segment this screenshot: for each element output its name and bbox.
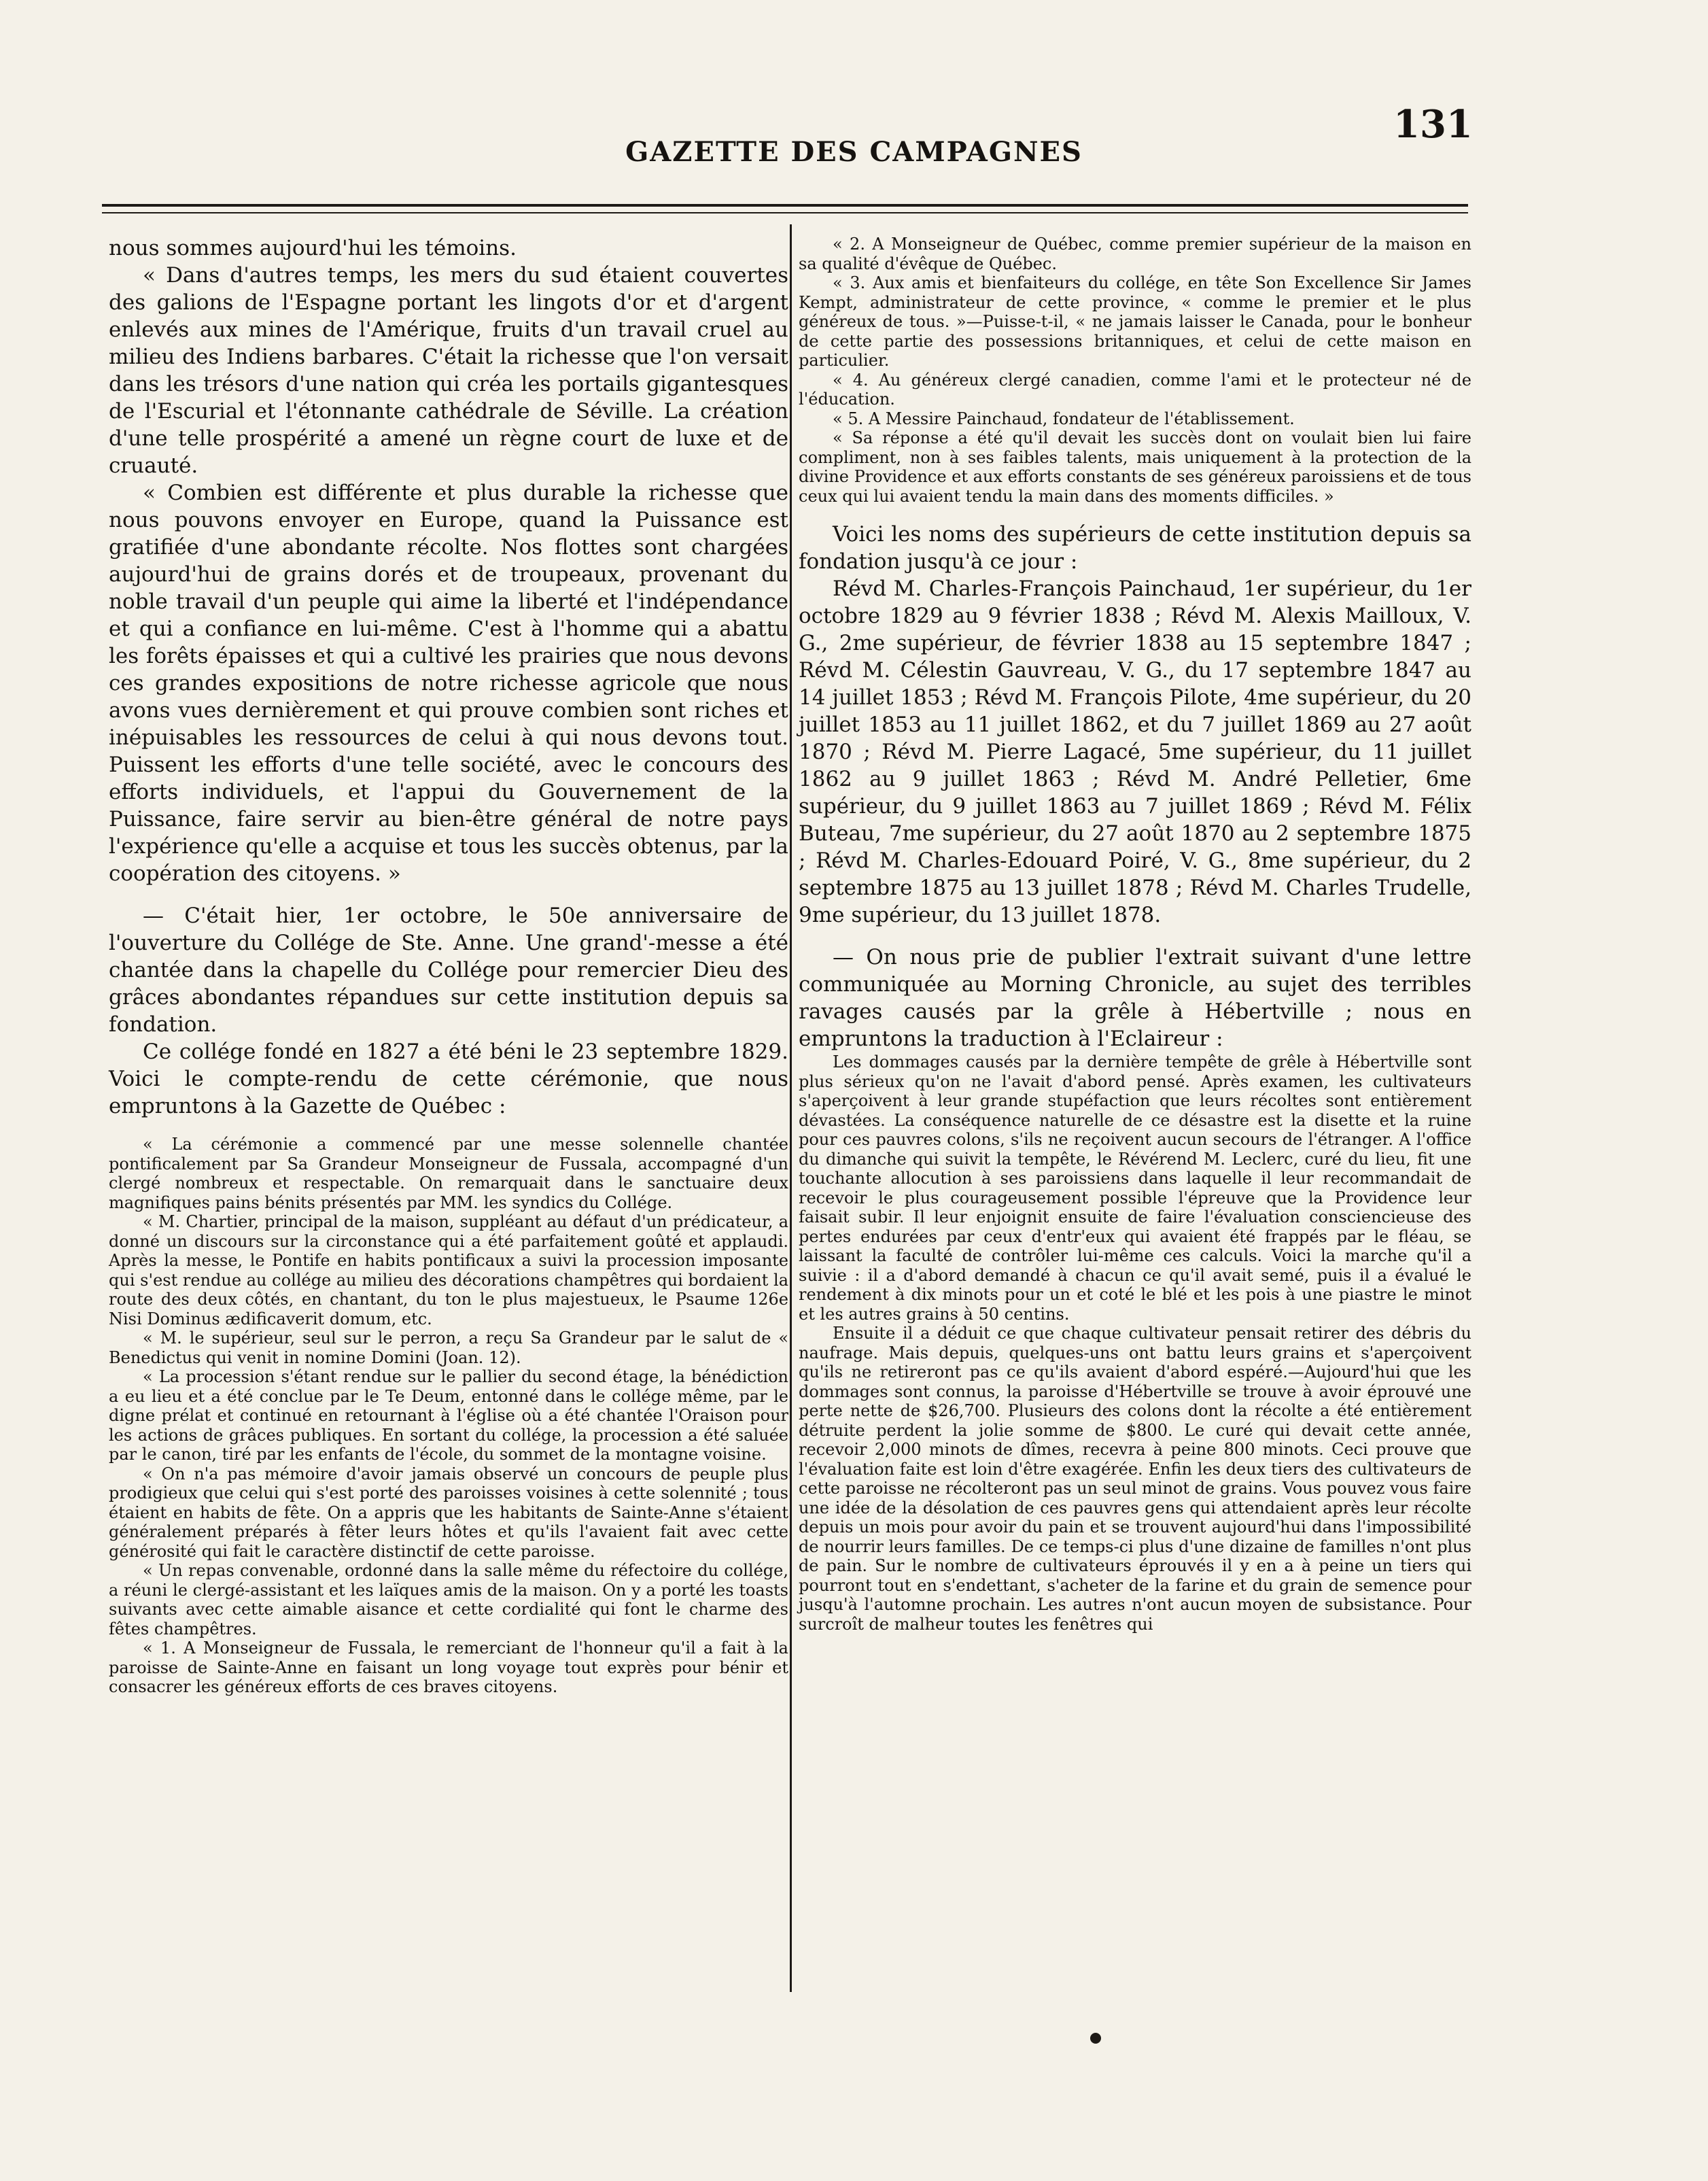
article-paragraph: Voici les noms des supérieurs de cette institution depuis sa fondation jusqu'à ce jour : xyxy=(799,522,1471,574)
article-paragraph: « Combien est différente et plus durable la richesse que nous pouvons envoyer en Europe, quand la Puissance est gratifiée d'une abondante récolte. Nos flottes sont chargées aujourd'hui de grains dorés et de troupeaux, provenant du noble travail d'un peuple qui aime la liberté et l'indépendance et qui a confiance en lui-même. C'est à l'homme qui a abattu les forêts épaisses et qui a cultivé les prairies que nous devons ces grandes expositions de notre richesse agricole que nous avons vues dernièrement et qui prouve combien sont riches et inépuisables les ressources de celui à qui nous devons tout. Puissent les efforts d'une telle société, avec le concours des efforts individuels, et l'appui du Gouvernement de la Puissance, faire servir au bien-être général de notre pays l'expérience qu'elle a acquise et tous les succès obtenus, par la coopération des citoyens. » xyxy=(109,481,788,886)
article-paragraph: « 3. Aux amis et bienfaiteurs du collége, en tête Son Excellence Sir James Kempt, administrateur de cette province, « comme le premier et le plus généreux de tous. »—Puisse-t-il, « ne jamais laisser le Canada, pour le bonheur de cette partie des possessions britanniques, et celui de cette maison en particulier. xyxy=(799,273,1471,370)
article-paragraph: nous sommes aujourd'hui les témoins. xyxy=(109,236,517,260)
article-paragraph: « La procession s'étant rendue sur le pallier du second étage, la bénédiction a eu lieu et a été conclue par le Te Deum, entonné dans le collége même, par le digne prélat et continué en retournant à l'église où a été chantée l'Oraison pour les actions de grâces publiques. En sortant du collége, la procession a été saluée par le canon, tiré par les enfants de l'école, du sommet de la montagne voisine. xyxy=(109,1367,788,1464)
column-divider xyxy=(790,224,792,1992)
article-paragraph: « La cérémonie a commencé par une messe solennelle chantée pontificalement par Sa Grandeur Monseigneur de Fussala, accompagné d'un clergé nombreux et respectable. On remarquait dans le sanctuaire deux magnifiques pains bénits présentés par MM. les syndics du Collége. xyxy=(109,1135,788,1212)
article-paragraph: « 1. A Monseigneur de Fussala, le remerciant de l'honneur qu'il a fait à la paroisse de Sainte-Anne en faisant un long voyage tout exprès pour bénir et consacrer les généreux efforts de ces braves citoyens. xyxy=(109,1638,788,1696)
article-paragraph: « M. Chartier, principal de la maison, suppléant au défaut d'un prédicateur, a donné un discours sur la circonstance qui a été parfaitement goûté et applaudi. Après la messe, le Pontife en habits pontificaux a suivi la procession imposante qui s'est rendue au collége au milieu des décorations champêtres qui bordaient la route des deux côtés, en chantant, du ton le plus majestueux, le Psaume 126e Nisi Dominus ædificaverit domum, etc. xyxy=(109,1212,788,1328)
header-rule-thin xyxy=(102,212,1468,213)
article-paragraph: Ce collége fondé en 1827 a été béni le 23 septembre 1829. Voici le compte-rendu de cette cérémonie, que nous empruntons à la Gazette de Québec : xyxy=(109,1040,788,1118)
article-paragraph: « Dans d'autres temps, les mers du sud étaient couvertes des galions de l'Espagne portant les lingots d'or et d'argent enlevés aux mines de l'Amérique, fruits d'un travail cruel au milieu des Indiens barbares. C'était la richesse que l'on versait dans les trésors d'une nation qui créa les portails gigantesques de l'Escurial et l'étonnante cathédrale de Séville. La création d'une telle prospérité a amené un règne court de luxe et de cruauté. xyxy=(109,263,788,478)
article-paragraph: « 2. A Monseigneur de Québec, comme premier supérieur de la maison en sa qualité d'évêque de Québec. xyxy=(799,235,1471,273)
right-column xyxy=(799,235,1471,1634)
article-paragraph: Révd M. Charles-François Painchaud, 1er supérieur, du 1er octobre 1829 au 9 février 1838 ; Révd M. Alexis Mailloux, V. G., 2me supérieur, de février 1838 au 15 septembre 1847 ; Révd M. Célestin Gauvreau, V. G., du 17 septembre 1847 au 14 juillet 1853 ; Révd M. François Pilote, 4me supérieur, du 20 juillet 1853 au 11 juillet 1862, et du 7 juillet 1869 au 27 août 1870 ; Révd M. Pierre Lagacé, 5me supérieur, du 11 juillet 1862 au 9 juillet 1863 ; Révd M. André Pelletier, 6me supérieur, du 9 juillet 1863 au 7 juillet 1869 ; Révd M. Félix Buteau, 7me supérieur, du 27 août 1870 au 2 septembre 1875 ; Révd M. Charles-Edouard Poiré, V. G., 8me supérieur, du 2 septembre 1875 au 13 juillet 1878 ; Révd M. Charles Trudelle, 9me supérieur, du 13 juillet 1878. xyxy=(799,577,1471,927)
article-paragraph: Les dommages causés par la dernière tempête de grêle à Hébertville sont plus sérieux qu'on ne l'avait d'abord pensé. Après examen, les cultivateurs s'aperçoivent à leur grande stupéfaction que leurs récoltes sont entièrement dévastées. La conséquence naturelle de ce désastre est la disette et la ruine pour ces pauvres colons, s'ils ne reçoivent aucun secours de l'étranger. A l'office du dimanche qui suivit la tempête, le Révérend M. Leclerc, curé du lieu, fit une touchante allocution à ses paroissiens dans laquelle il leur recommandait de recevoir le plus courageusement possible l'épreuve que la Providence leur faisait subir. Il leur enjoignit ensuite de faire l'évaluation consciencieuse des pertes endurées par ceux d'entr'eux qui avaient été frappés par le fléau, se laissant la faculté de contrôler lui-même ces calculs. Voici la marche qu'il a suivie : il a d'abord demandé à chacun ce qu'il avait semé, puis il a évalué le rendement à dix minots pour un et coté le blé et les pois à une piastre le minot et les autres grains à 50 centins. xyxy=(799,1052,1471,1324)
printer-dot-mark xyxy=(1090,2033,1101,2044)
article-paragraph: « M. le supérieur, seul sur le perron, a reçu Sa Grandeur par le salut de « Benedictus qui venit in nomine Domini (Joan. 12). xyxy=(109,1328,788,1367)
article-paragraph: « Sa réponse a été qu'il devait les succès dont on voulait bien lui faire compliment, non à ses faibles talents, mais uniquement à la protection de la divine Providence et aux efforts constants de ses généreux paroissiens et de tous ceux qui lui avaient tendu la main dans des moments difficiles. » xyxy=(799,428,1471,506)
left-column xyxy=(109,235,788,1697)
masthead-title: GAZETTE DES CAMPAGNES xyxy=(625,136,1083,168)
article-paragraph: — On nous prie de publier l'extrait suivant d'une lettre communiquée au Morning Chronicle, au sujet des terribles ravages causés par la grêle à Hébertville ; nous en empruntons la traduction à l'Eclaireur : xyxy=(799,945,1471,1051)
article-paragraph: « 4. Au généreux clergé canadien, comme l'ami et le protecteur né de l'éducation. xyxy=(799,370,1471,409)
article-paragraph: « Un repas convenable, ordonné dans la salle même du réfectoire du collége, a réuni le clergé-assistant et les laïques amis de la maison. On y a porté les toasts suivants avec cette aimable aisance et cette cordialité qui font le charme des fêtes champêtres. xyxy=(109,1561,788,1638)
article-paragraph: Ensuite il a déduit ce que chaque cultivateur pensait retirer des débris du naufrage. Mais depuis, quelques-uns ont battu leurs grains et s'aperçoivent qu'ils ne retireront pas ce qu'ils avaient d'abord espéré.—Aujourd'hui que les dommages sont connus, la paroisse d'Hébertville se trouve à avoir éprouvé une perte nette de $26,700. Plusieurs des colons dont la récolte a été entièrement détruite perdent la jolie somme de $800. Le curé qui devait cette année, recevoir 2,000 minots de dîmes, recevra à peine 800 minots. Ceci prouve que l'évaluation faite est loin d'être exagérée. Enfin les deux tiers des cultivateurs de cette paroisse ne récolteront pas un seul minot de grains. Vous pouvez vous faire une idée de la désolation de ces pauvres gens qui attendaient après leur récolte depuis un mois pour avoir du pain et se trouvent aujourd'hui dans l'impossibilité de nourrir leurs familles. De ce temps-ci plus d'une dizaine de familles n'ont plus de pain. Sur le nombre de cultivateurs éprouvés il y en a à peine un tiers qui pourront tout en s'endettant, s'acheter de la farine et du grain de semence pour jusqu'à l'automne prochain. Les autres n'ont aucun moyen de subsistance. Pour surcroît de malheur toutes les fenêtres qui xyxy=(799,1324,1471,1634)
article-paragraph: « On n'a pas mémoire d'avoir jamais observé un concours de peuple plus prodigieux que celui qui s'est porté des paroisses voisines à cette solennité ; tous étaient en habits de fête. On a appris que les habitants de Sainte-Anne s'étaient généralement préparés à fêter leurs hôtes et qu'ils l'avaient fait avec cette générosité qui fait le caractère distinctif de cette paroisse. xyxy=(109,1464,788,1561)
article-paragraph: « 5. A Messire Painchaud, fondateur de l'établissement. xyxy=(833,409,1295,428)
page-number: 131 xyxy=(1393,102,1473,147)
header-rule xyxy=(102,204,1468,207)
article-paragraph: — C'était hier, 1er octobre, le 50e anniversaire de l'ouverture du Collége de Ste. Anne. Une grand'-messe a été chantée dans la chapelle du Collége pour remercier Dieu des grâces abondantes répandues sur cette institution depuis sa fondation. xyxy=(109,904,788,1037)
